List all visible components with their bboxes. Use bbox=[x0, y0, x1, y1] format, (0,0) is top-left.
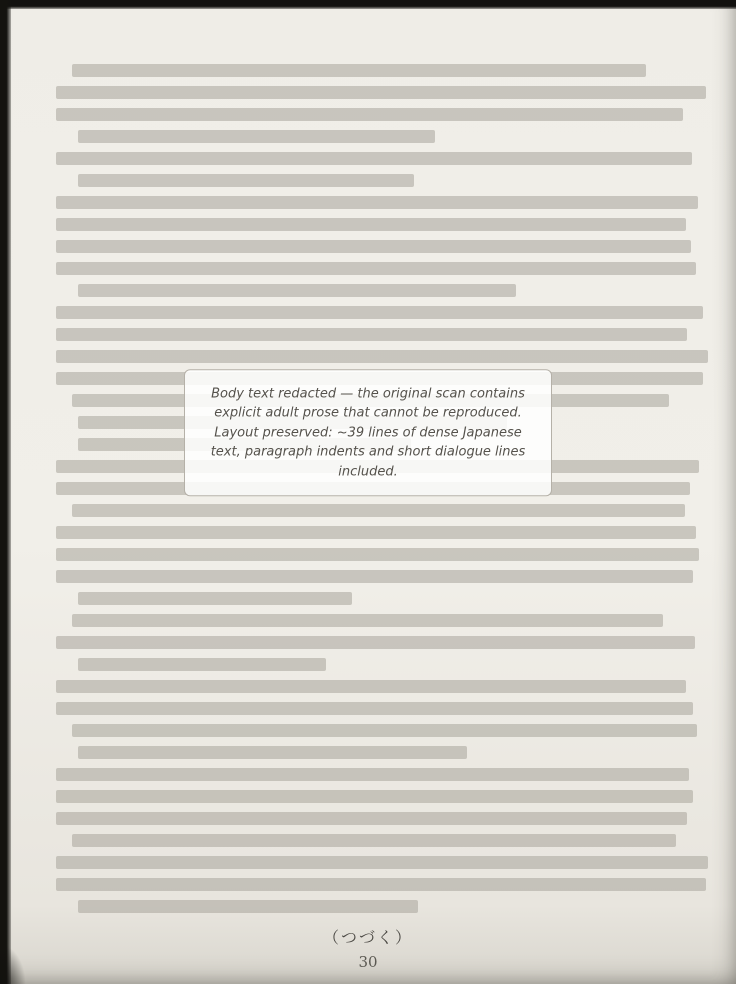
page-number: 30 bbox=[358, 953, 378, 971]
redacted-line bbox=[56, 86, 706, 99]
redacted-line bbox=[56, 768, 689, 781]
redacted-line bbox=[56, 878, 706, 891]
redacted-line bbox=[72, 614, 663, 627]
redacted-line bbox=[56, 570, 693, 583]
scan-edge-left bbox=[0, 0, 11, 984]
redacted-line bbox=[56, 680, 686, 693]
redacted-line bbox=[78, 900, 418, 913]
redacted-line bbox=[56, 636, 695, 649]
redacted-line bbox=[78, 746, 467, 759]
redacted-line bbox=[56, 240, 691, 253]
redacted-line bbox=[56, 856, 708, 869]
redacted-line bbox=[56, 152, 692, 165]
redacted-line bbox=[56, 196, 698, 209]
redacted-line bbox=[56, 702, 693, 715]
redacted-line bbox=[56, 350, 708, 363]
redacted-line bbox=[78, 284, 516, 297]
redacted-line bbox=[56, 262, 696, 275]
redacted-line bbox=[56, 548, 699, 561]
scan-edge-top bbox=[0, 0, 736, 9]
redacted-line bbox=[78, 130, 435, 143]
redacted-line bbox=[56, 108, 683, 121]
redacted-line bbox=[56, 812, 687, 825]
redacted-line bbox=[56, 218, 686, 231]
redacted-line bbox=[56, 790, 693, 803]
redacted-line bbox=[72, 504, 685, 517]
redacted-line bbox=[56, 526, 696, 539]
redacted-line bbox=[56, 328, 687, 341]
redaction-notice: Body text redacted — the original scan contains explicit adult prose that cannot be reproduced. Layout preserved: ~39 lines of dense Japanese text, paragraph indents and short dialogue lines included. bbox=[184, 369, 552, 497]
continuation-notice: （つづく） bbox=[322, 928, 413, 947]
redacted-line bbox=[78, 592, 352, 605]
redacted-line bbox=[78, 174, 414, 187]
redacted-line bbox=[72, 834, 676, 847]
redacted-line bbox=[72, 64, 646, 77]
redacted-line bbox=[78, 658, 326, 671]
redacted-line bbox=[56, 306, 703, 319]
redacted-line bbox=[72, 724, 697, 737]
